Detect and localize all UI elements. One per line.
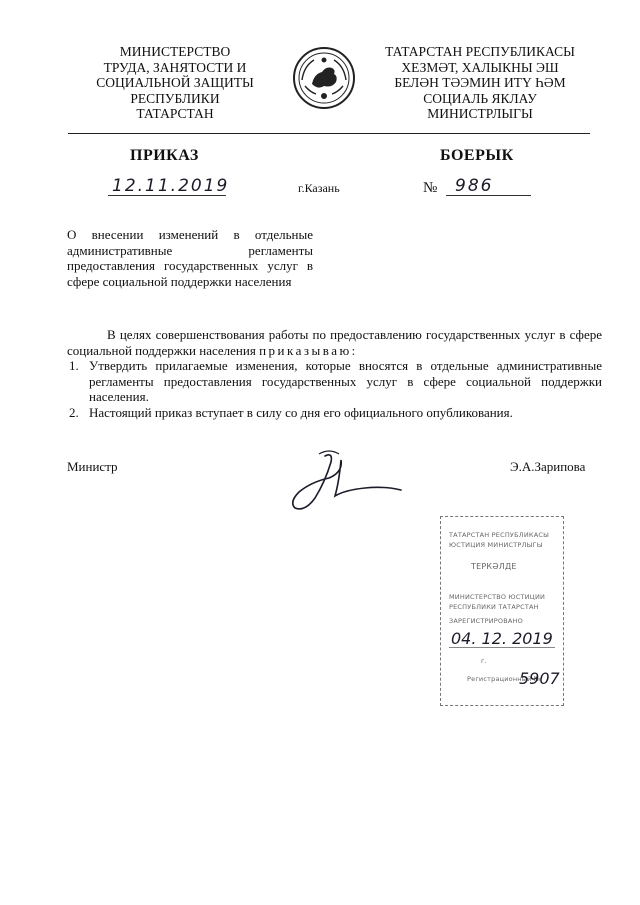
order-city: г.Казань [298,181,340,195]
number-underline [446,195,531,196]
item-number: 1. [69,358,79,373]
stamp-line: ТАТАРСТАН РЕСПУБЛИКАСЫ [449,531,550,539]
number-label: № [423,180,438,196]
handwritten-signature-icon [285,448,405,518]
header-right-line: ХЕЗМӘТ, ХАЛЫКНЫ ЭШ [401,59,559,75]
header-left-line: СОЦИАЛЬНОЙ ЗАЩИТЫ [96,75,254,90]
stamp-reg-date: 04. 12. 2019 [451,629,553,648]
order-title-russian: ПРИКАЗ [130,147,199,164]
tatarstan-coat-of-arms-icon [292,46,356,110]
stamp-reg-number: 5907 [519,669,560,688]
order-body [67,327,602,420]
stamp-line: МИНИСТЕРСТВО ЮСТИЦИИ [449,593,546,601]
stamp-underline [449,647,555,648]
order-number: 986 [455,176,494,196]
order-date: 12.11.2019 [112,176,230,196]
header-right-line: СОЦИАЛЬ ЯКЛАУ [423,90,537,106]
header-left-line: РЕСПУБЛИКИ [130,90,220,106]
stamp-line: ТЕРКӘЛДЕ [471,562,517,571]
ministry-name-russian [70,44,280,122]
order-title-tatar: БОЕРЫК [440,147,514,164]
signer-position: Министр [67,459,118,474]
signer-name: Э.А.Зарипова [510,459,586,474]
stamp-line: РЕСПУБЛИКИ ТАТАРСТАН [449,603,539,611]
header-right-line: БЕЛӘН ТӘЭМИН ИТҮ ҺӘМ [394,75,566,90]
registration-stamp [440,516,564,706]
stamp-sub-label: г. [481,657,487,665]
order-item [67,405,602,421]
preamble-command: приказываю: [259,342,358,358]
ministry-name-tatar [370,44,590,122]
header-divider [68,133,590,134]
header-right-line: МИНИСТРЛЫГЫ [427,106,533,121]
item-number: 2. [69,404,79,420]
header-left-line: МИНИСТЕРСТВО [119,44,231,59]
scan-mark [300,2,340,8]
preamble-text: В целях совершенствования работы по предоставлению государственных услуг в сфере социальной поддержки населения [67,327,602,358]
order-item [67,358,602,405]
stamp-reg-label: Регистрационный № [467,675,541,683]
stamp-line: ЗАРЕГИСТРИРОВАНО [449,617,523,625]
order-subject: О внесении изменений в отдельные административные регламенты предоставления государственных услуг в сфере социальной поддержки населения [67,227,313,289]
date-underline [108,195,226,196]
item-text: Настоящий приказ вступает в силу со дня его официального опубликования. [89,404,513,420]
item-text: Утвердить прилагаемые изменения, которые вносятся в отдельные административные регламенты предоставления государственных услуг в сфере социальной поддержки населения. [89,358,602,404]
stamp-line: ЮСТИЦИЯ МИНИСТРЛЫГЫ [449,541,543,549]
preamble [67,327,602,358]
header-left-line: ТРУДА, ЗАНЯТОСТИ И [103,59,247,75]
header-left-line: ТАТАРСТАН [136,106,214,121]
header-right-line: ТАТАРСТАН РЕСПУБЛИКАСЫ [385,44,575,59]
